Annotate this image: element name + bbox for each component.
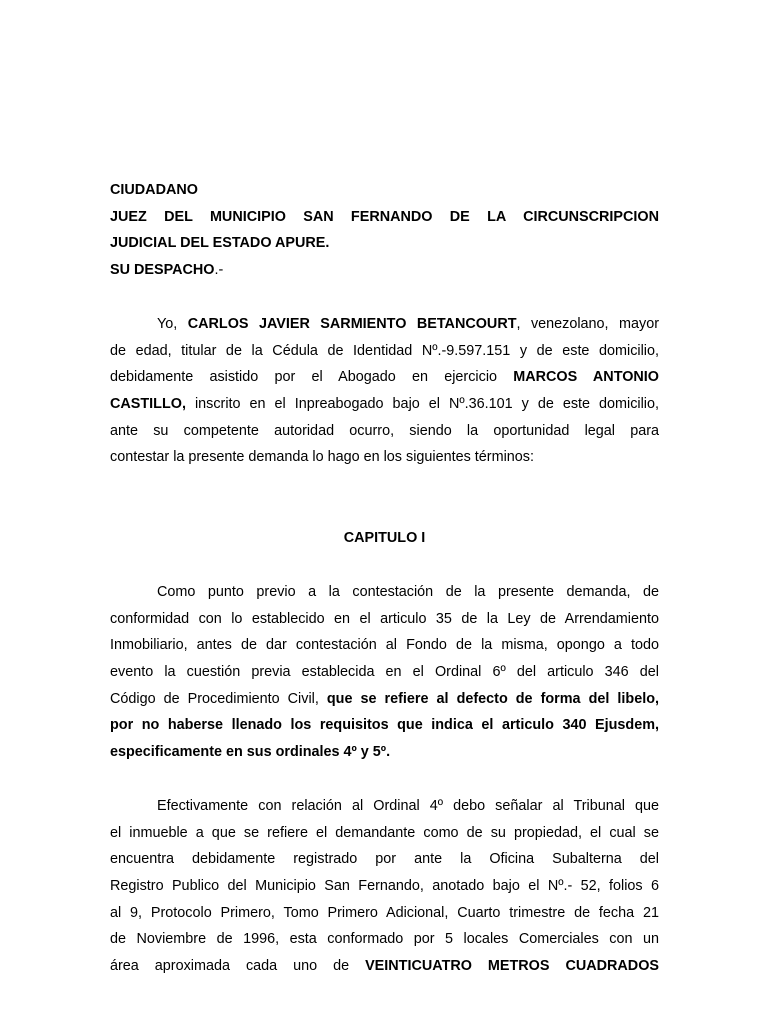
chapter-title: CAPITULO I (343, 530, 426, 546)
text-line: encuentra debidamente registrado por ante la Oficina Subalterna del (110, 851, 659, 868)
text-line: Inmobiliario, antes de dar contestación al Fondo de la misma, opongo a todo (110, 637, 659, 654)
text-line: por no haberse llenado los requisitos que indica el articulo 340 Ejusdem, (110, 717, 659, 734)
text-line: al 9, Protocolo Primero, Tomo Primero Adicional, Cuarto trimestre de fecha 21 (110, 904, 659, 921)
text-line: conformidad con lo establecido en el articulo 35 de la Ley de Arrendamiento (110, 610, 659, 627)
text-line: Como punto previo a la contestación de la presente demanda, de (157, 584, 659, 600)
text-line: evento la cuestión previa establecida en el Ordinal 6º del articulo 346 del (110, 664, 659, 681)
addressee-line: JUEZ DEL MUNICIPIO SAN FERNANDO DE LA CIRCUNSCRIPCION (110, 208, 659, 225)
text-line: área aproximada cada uno de VEINTICUATRO METROS CUADRADOS (110, 958, 659, 975)
text-line: de edad, titular de la Cédula de Identidad Nº.-9.597.151 y de este domicilio, (110, 342, 659, 359)
addressee-block (110, 177, 659, 284)
text-line: Código de Procedimiento Civil, que se refiere al defecto de forma del libelo, (110, 690, 659, 707)
text-line: el inmueble a que se refiere el demandante como de su propiedad, el cual se (110, 824, 659, 841)
addressee-line: JUDICIAL DEL ESTADO APURE. (110, 235, 330, 252)
paragraph-intro (110, 311, 659, 471)
text-line: ante su competente autoridad ocurro, siendo la oportunidad legal para (110, 422, 659, 439)
paragraph-previous-issue (110, 579, 659, 766)
paragraph-ordinal-4 (110, 793, 659, 980)
addressee-line: SU DESPACHO.- (110, 262, 224, 279)
text-line: de Noviembre de 1996, esta conformado por 5 locales Comerciales con un (110, 931, 659, 948)
text-line: Yo, CARLOS JAVIER SARMIENTO BETANCOURT, venezolano, mayor (157, 316, 659, 332)
text-line: Efectivamente con relación al Ordinal 4º debo señalar al Tribunal que (157, 798, 659, 814)
chapter-heading (110, 525, 659, 552)
text-line: especificamente en sus ordinales 4º y 5º. (110, 744, 391, 761)
text-line: contestar la presente demanda lo hago en los siguientes términos: (110, 449, 534, 466)
text-line: Registro Publico del Municipio San Fernando, anotado bajo el Nº.- 52, folios 6 (110, 878, 659, 895)
text-line: CASTILLO, inscrito en el Inpreabogado bajo el Nº.36.101 y de este domicilio, (110, 396, 659, 413)
text-line: debidamente asistido por el Abogado en ejercicio MARCOS ANTONIO (110, 369, 659, 386)
addressee-line: CIUDADANO (110, 182, 198, 198)
